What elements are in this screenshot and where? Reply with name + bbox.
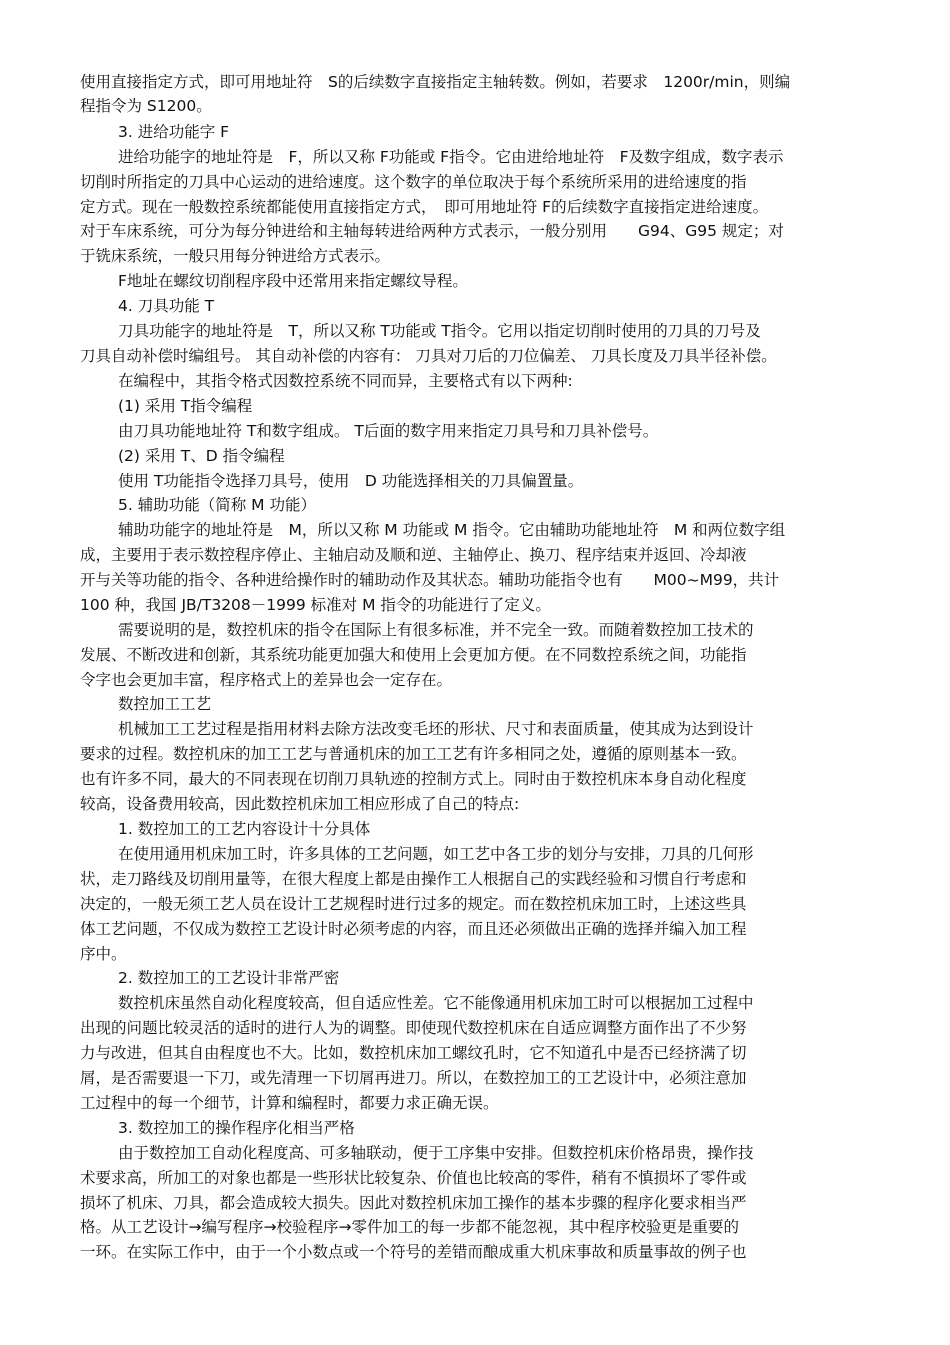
- text-line: F地址在螺纹切削程序段中还常用来指定螺纹导程。: [118, 272, 468, 290]
- text-line: 也有许多不同，最大的不同表现在切削刀具轨迹的控制方式上。同时由于数控机床本身自动化程度: [80, 770, 747, 788]
- text-line: 决定的，一般无须工艺人员在设计工艺规程时进行过多的规定。而在数控机床加工时，上述这些具: [80, 895, 747, 913]
- text-line: 由刀具功能地址符 T和数字组成。 T后面的数字用来指定刀具号和刀具补偿号。: [118, 422, 659, 440]
- text-line: 使用直接指定方式，即可用地址符 S的后续数字直接指定主轴转数。例如，若要求 1200r/min，则编: [80, 73, 791, 91]
- text-line: 状，走刀路线及切削用量等，在很大程度上都是由操作工人根据自己的实践经验和习惯自行考虑和: [80, 870, 747, 888]
- text-line: 工过程中的每一个细节，计算和编程时，都要力求正确无误。: [80, 1094, 499, 1112]
- section-heading: 5. 辅助功能（简称 M 功能）: [118, 496, 316, 514]
- text-line: 屑，是否需要退一下刀，或先清理一下切屑再进刀。所以，在数控加工的工艺设计中，必须注意加: [80, 1069, 747, 1087]
- section-heading: 3. 进给功能字 F: [118, 123, 230, 141]
- text-line: 程指令为 S1200。: [80, 97, 212, 115]
- subsection-heading: (2) 采用 T、D 指令编程: [118, 447, 285, 465]
- text-line: 切削时所指定的刀具中心运动的进给速度。这个数字的单位取决于每个系统所采用的进给速度的指: [80, 173, 747, 191]
- text-line: 损坏了机床、刀具，都会造成较大损失。因此对数控机床加工操作的基本步骤的程序化要求相当严: [80, 1194, 747, 1212]
- text-line: 发展、不断改进和创新，其系统功能更加强大和使用上会更加方便。在不同数控系统之间，功能指: [80, 646, 747, 664]
- text-line: 力与改进，但其自由程度也不大。比如，数控机床加工螺纹孔时，它不知道孔中是否已经挤满了切: [80, 1044, 747, 1062]
- section-heading: 3. 数控加工的操作程序化相当严格: [118, 1119, 355, 1137]
- section-heading: 数控加工工艺: [118, 695, 212, 713]
- text-line: 在使用通用机床加工时，许多具体的工艺问题，如工艺中各工步的划分与安排，刀具的几何形: [118, 845, 754, 863]
- text-line: 体工艺问题，不仅成为数控工艺设计时必须考虑的内容，而且还必须做出正确的选择并编入加工程: [80, 920, 747, 938]
- subsection-heading: (1) 采用 T指令编程: [118, 397, 253, 415]
- text-line: 数控机床虽然自动化程度较高，但自适应性差。它不能像通用机床加工时可以根据加工过程中: [118, 994, 754, 1012]
- text-line: 较高，设备费用较高，因此数控机床加工相应形成了自己的特点:: [80, 795, 520, 813]
- text-line: 对于车床系统，可分为每分钟进给和主轴每转进给两种方式表示，一般分别用 G94、G95 规定；对: [80, 222, 784, 240]
- text-line: 需要说明的是，数控机床的指令在国际上有很多标准，并不完全一致。而随着数控加工技术的: [118, 621, 754, 639]
- text-line: 一环。在实际工作中，由于一个小数点或一个符号的差错而酿成重大机床事故和质量事故的例子也: [80, 1243, 747, 1261]
- text-line: 机械加工工艺过程是指用材料去除方法改变毛坯的形状、尺寸和表面质量，使其成为达到设计: [118, 720, 754, 738]
- text-line: 术要求高，所加工的对象也都是一些形状比较复杂、价值也比较高的零件，稍有不慎损坏了零件或: [80, 1169, 747, 1187]
- text-line: 令字也会更加丰富，程序格式上的差异也会一定存在。: [80, 671, 453, 689]
- text-line: 要求的过程。数控机床的加工工艺与普通机床的加工工艺有许多相同之处，遵循的原则基本一致。: [80, 745, 747, 763]
- section-heading: 1. 数控加工的工艺内容设计十分具体: [118, 820, 371, 838]
- text-line: 出现的问题比较灵活的适时的进行人为的调整。即使现代数控机床在自适应调整方面作出了不少努: [80, 1019, 747, 1037]
- text-line: 刀具功能字的地址符是 T，所以又称 T功能或 T指令。它用以指定切削时使用的刀具的刀号及: [118, 322, 761, 340]
- text-line: 格。从工艺设计→编写程序→校验程序→零件加工的每一步都不能忽视，其中程序校验更是重要的: [80, 1218, 739, 1236]
- text-line: 100 种，我国 JB/T3208－1999 标准对 M 指令的功能进行了定义。: [80, 596, 551, 614]
- text-line: 序中。: [80, 945, 127, 963]
- text-line: 成，主要用于表示数控程序停止、主轴启动及顺和逆、主轴停止、换刀、程序结束并返回、冷却液: [80, 546, 747, 564]
- section-heading: 2. 数控加工的工艺设计非常严密: [118, 969, 340, 987]
- text-line: 开与关等功能的指令、各种进给操作时的辅助动作及其状态。辅助功能指令也有 M00~M99，共计: [80, 571, 780, 589]
- text-line: 辅助功能字的地址符是 M，所以又称 M 功能或 M 指令。它由辅助功能地址符 M 和两位数字组: [118, 521, 786, 539]
- text-line: 进给功能字的地址符是 F，所以又称 F功能或 F指令。它由进给地址符 F及数字组成，数字表示: [118, 148, 784, 166]
- text-line: 使用 T功能指令选择刀具号，使用 D 功能选择相关的刀具偏置量。: [118, 472, 584, 490]
- section-heading: 4. 刀具功能 T: [118, 297, 215, 315]
- text-line: 定方式。现在一般数控系统都能使用直接指定方式， 即可用地址符 F的后续数字直接指定进给速度。: [80, 198, 769, 216]
- text-line: 由于数控加工自动化程度高、可多轴联动，便于工序集中安排。但数控机床价格昂贵，操作技: [118, 1144, 754, 1162]
- text-line: 在编程中，其指令格式因数控系统不同而异，主要格式有以下两种:: [118, 372, 573, 390]
- text-line: 刀具自动补偿时编组号。 其自动补偿的内容有： 刀具对刀后的刀位偏差、 刀具长度及刀具半径补偿。: [80, 347, 777, 365]
- text-line: 于铣床系统，一般只用每分钟进给方式表示。: [80, 247, 391, 265]
